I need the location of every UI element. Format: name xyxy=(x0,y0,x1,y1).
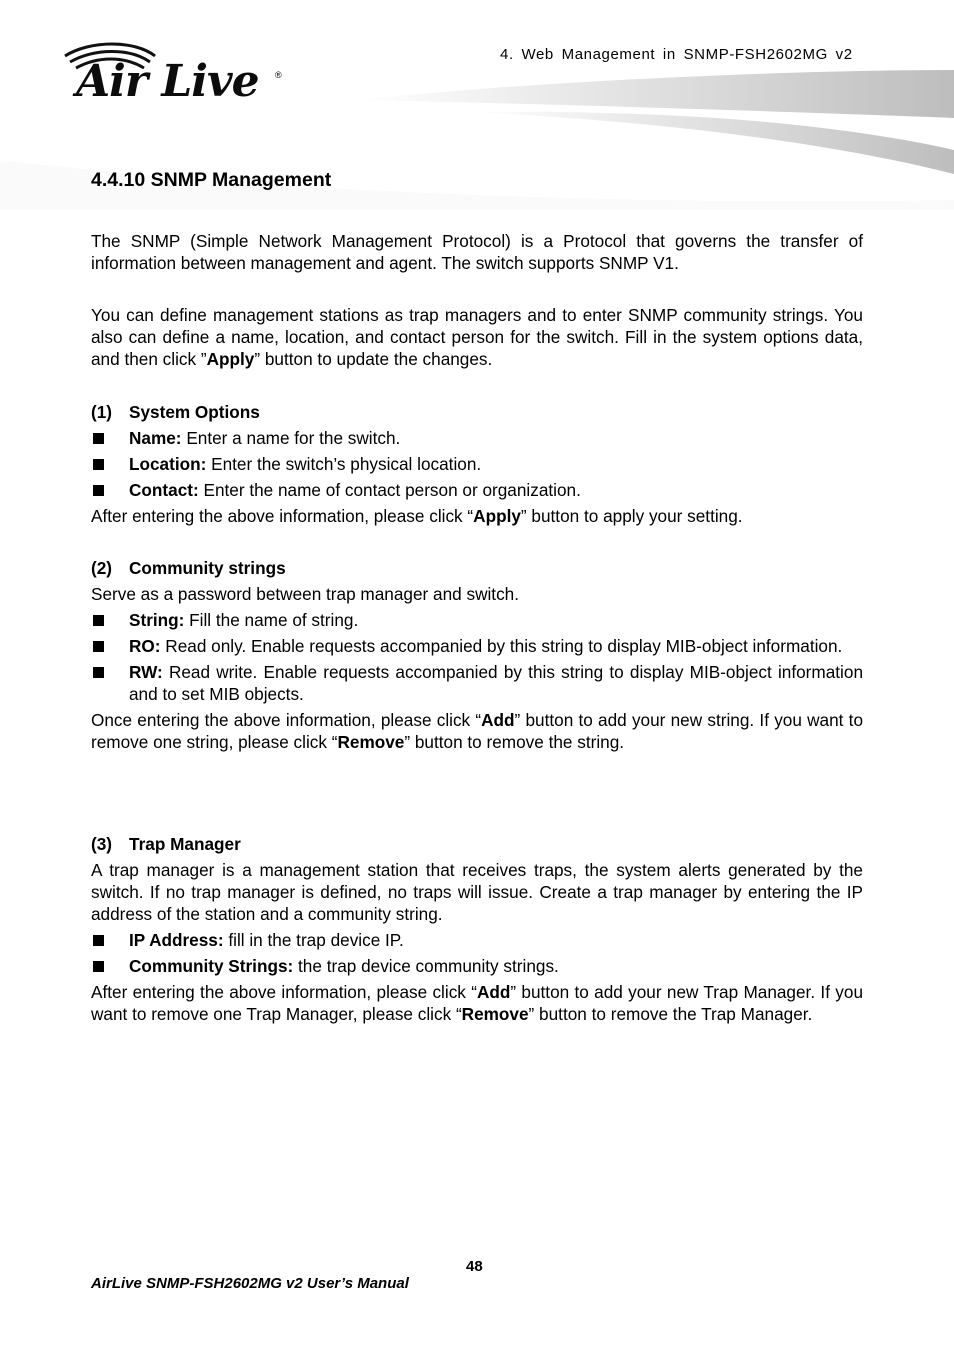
list-item: Location: Enter the switch’s physical location. xyxy=(91,453,863,475)
subsection-heading: (1) System Options xyxy=(91,402,260,422)
list-item: IP Address: fill in the trap device IP. xyxy=(91,929,863,951)
square-bullet-icon xyxy=(91,955,129,977)
square-bullet-icon xyxy=(91,661,129,705)
chapter-header: 4. Web Management in SNMP-FSH2602MG v2 xyxy=(500,46,853,63)
square-bullet-icon xyxy=(91,929,129,951)
list-item: Name: Enter a name for the switch. xyxy=(91,427,863,449)
community-strings-section xyxy=(91,557,863,753)
subsection-heading: (2) Community strings xyxy=(91,558,286,578)
square-bullet-icon xyxy=(91,635,129,657)
trap-after-text: After entering the above information, please click “Add” button to add your new Trap Manager. If you want to remove one Trap Manager, please click “Remove” button to remove the Trap Manager. xyxy=(91,982,863,1024)
subsection-heading: (3) Trap Manager xyxy=(91,834,241,854)
system-options-after-text: After entering the above information, please click “Apply” button to apply your setting. xyxy=(91,506,743,526)
list-item: RO: Read only. Enable requests accompanied by this string to display MIB-object information. xyxy=(91,635,863,657)
square-bullet-icon xyxy=(91,427,129,449)
page-number: 48 xyxy=(466,1258,483,1275)
section-title: 4.4.10 SNMP Management xyxy=(91,169,332,191)
community-description: Serve as a password between trap manager and switch. xyxy=(91,584,520,604)
system-options-section xyxy=(91,401,863,527)
intro-paragraph-1: The SNMP (Simple Network Management Protocol) is a Protocol that governs the transfer of information between management and agent. The switch supports SNMP V1. xyxy=(91,231,863,273)
square-bullet-icon xyxy=(91,453,129,475)
square-bullet-icon xyxy=(91,609,129,631)
registered-mark: ® xyxy=(275,70,282,80)
footer-manual-title: AirLive SNMP-FSH2602MG v2 User’s Manual xyxy=(91,1275,409,1292)
list-item: Contact: Enter the name of contact person or organization. xyxy=(91,479,863,501)
trap-manager-section xyxy=(91,833,863,1025)
airlive-logo: Air Live xyxy=(76,56,259,107)
list-item: Community Strings: the trap device community strings. xyxy=(91,955,863,977)
intro-paragraph-2: You can define management stations as trap managers and to enter SNMP community strings. You also can define a name, location, and contact person for the switch. Fill in the system options data, and then click ”Apply” button to update the changes. xyxy=(91,305,863,369)
list-item: String: Fill the name of string. xyxy=(91,609,863,631)
square-bullet-icon xyxy=(91,479,129,501)
community-after-text: Once entering the above information, please click “Add” button to add your new string. If you want to remove one string, please click “Remove” button to remove the string. xyxy=(91,710,863,752)
trap-description: A trap manager is a management station that receives traps, the system alerts generated by the switch. If no trap manager is defined, no traps will issue. Create a trap manager by entering the IP address of the station and a community string. xyxy=(91,860,863,924)
list-item: RW: Read write. Enable requests accompanied by this string to display MIB-object information and to set MIB objects. xyxy=(91,661,863,705)
